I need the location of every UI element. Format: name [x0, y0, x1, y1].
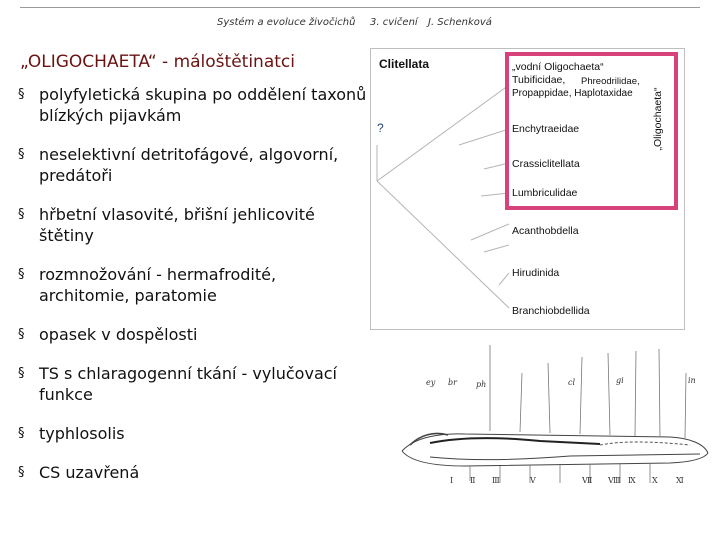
body-outline-upper	[402, 434, 708, 453]
bullet-marker: §	[18, 147, 25, 162]
bullet-list	[18, 84, 370, 501]
uncertainty-mark: ?	[377, 121, 384, 135]
taxon-label: Lumbriculidae	[512, 187, 578, 199]
bullet-item	[18, 462, 370, 483]
bullet-item	[18, 144, 370, 186]
taxon-label: Crassiclitellata	[512, 158, 580, 170]
bullet-text: rozmnožování - hermafrodité, architomie, paratomie	[39, 265, 277, 305]
bullet-item	[18, 423, 370, 444]
bullet-item	[18, 84, 370, 126]
taxon-label: Acanthobdella	[512, 225, 579, 237]
taxon-label: Enchytraeidae	[512, 123, 580, 135]
clade-root-label: Clitellata	[379, 57, 430, 71]
segment-label: Ⅺ	[676, 476, 684, 485]
taxon-label: „vodní Oligochaeta“	[512, 61, 604, 73]
segment-label: Ⅷ	[608, 476, 621, 485]
taxon-label: Hirudinida	[512, 267, 560, 279]
taxon-label: Phreodrilidae,	[581, 76, 640, 87]
taxon-label: Propappidae, Haplotaxidae	[512, 88, 633, 99]
bullet-item	[18, 264, 370, 306]
taxon-label: Tubificidae,	[512, 74, 566, 86]
exercise-label: 3. cvičení	[370, 17, 418, 28]
clitellum-outline	[600, 442, 690, 445]
ventral-line	[430, 454, 700, 460]
hair-chaetae	[490, 345, 686, 439]
anatomy-label: in	[688, 376, 696, 385]
anatomy-label: br	[448, 378, 457, 387]
bullet-marker: §	[18, 327, 25, 342]
slide-header	[0, 0, 720, 30]
bullet-marker: §	[18, 267, 25, 282]
cladogram-branch	[499, 273, 509, 285]
gut-line	[430, 438, 600, 444]
cladogram-branch	[459, 129, 509, 145]
cladogram-figure	[370, 48, 685, 330]
anatomy-label: cl	[568, 378, 576, 387]
cladogram-branch	[484, 245, 509, 252]
pharynx-line	[410, 433, 448, 445]
bullet-text: hřbetní vlasovité, břišní jehlicovité štětiny	[39, 205, 315, 245]
bullet-text: neselektivní detritofágové, algovorní, predátoři	[39, 145, 339, 185]
header-rule	[20, 7, 700, 8]
oligochaete-anatomy-drawing	[370, 333, 715, 518]
segment-label: Ⅴ	[530, 476, 536, 485]
bullet-marker: §	[18, 207, 25, 222]
bullet-marker: §	[18, 366, 25, 381]
cladogram-branch	[377, 85, 509, 181]
segment-label: Ⅶ	[582, 476, 593, 485]
cladogram-branch	[471, 224, 509, 240]
bullet-marker: §	[18, 465, 25, 480]
segment-label: Ⅱ	[470, 476, 476, 485]
anatomy-label: ey	[426, 378, 436, 387]
author-name: J. Schenková	[428, 17, 492, 28]
anatomy-label: gi	[616, 376, 624, 385]
slide-title: „OLIGOCHAETA“ - máloštětinatci	[20, 52, 295, 72]
bullet-text: opasek v dospělosti	[39, 325, 198, 344]
bullet-item	[18, 204, 370, 246]
oligochaeta-group-label: „Oligochaeta“	[652, 87, 664, 151]
bullet-marker: §	[18, 426, 25, 441]
anatomy-label: ph	[476, 380, 487, 389]
bullet-text: polyfyletická skupina po oddělení taxonů blízkých pijavkám	[39, 85, 367, 125]
segment-label: Ⅲ	[492, 476, 500, 485]
segment-label: Ⅸ	[628, 476, 636, 485]
bullet-text: TS s chlaragogenní tkání - vylučovací funkce	[39, 364, 337, 404]
bullet-text: CS uzavřená	[39, 463, 140, 482]
bullet-item	[18, 363, 370, 405]
bullet-item	[18, 324, 370, 345]
taxon-label: Branchiobdellida	[512, 305, 590, 317]
course-name: Systém a evoluce živočichů	[217, 17, 356, 28]
cladogram-trunk-line	[377, 181, 509, 308]
bullet-text: typhlosolis	[39, 424, 125, 443]
segment-label: Ⅰ	[450, 476, 454, 485]
bullet-marker: §	[18, 87, 25, 102]
segment-label: Ⅹ	[652, 476, 658, 485]
